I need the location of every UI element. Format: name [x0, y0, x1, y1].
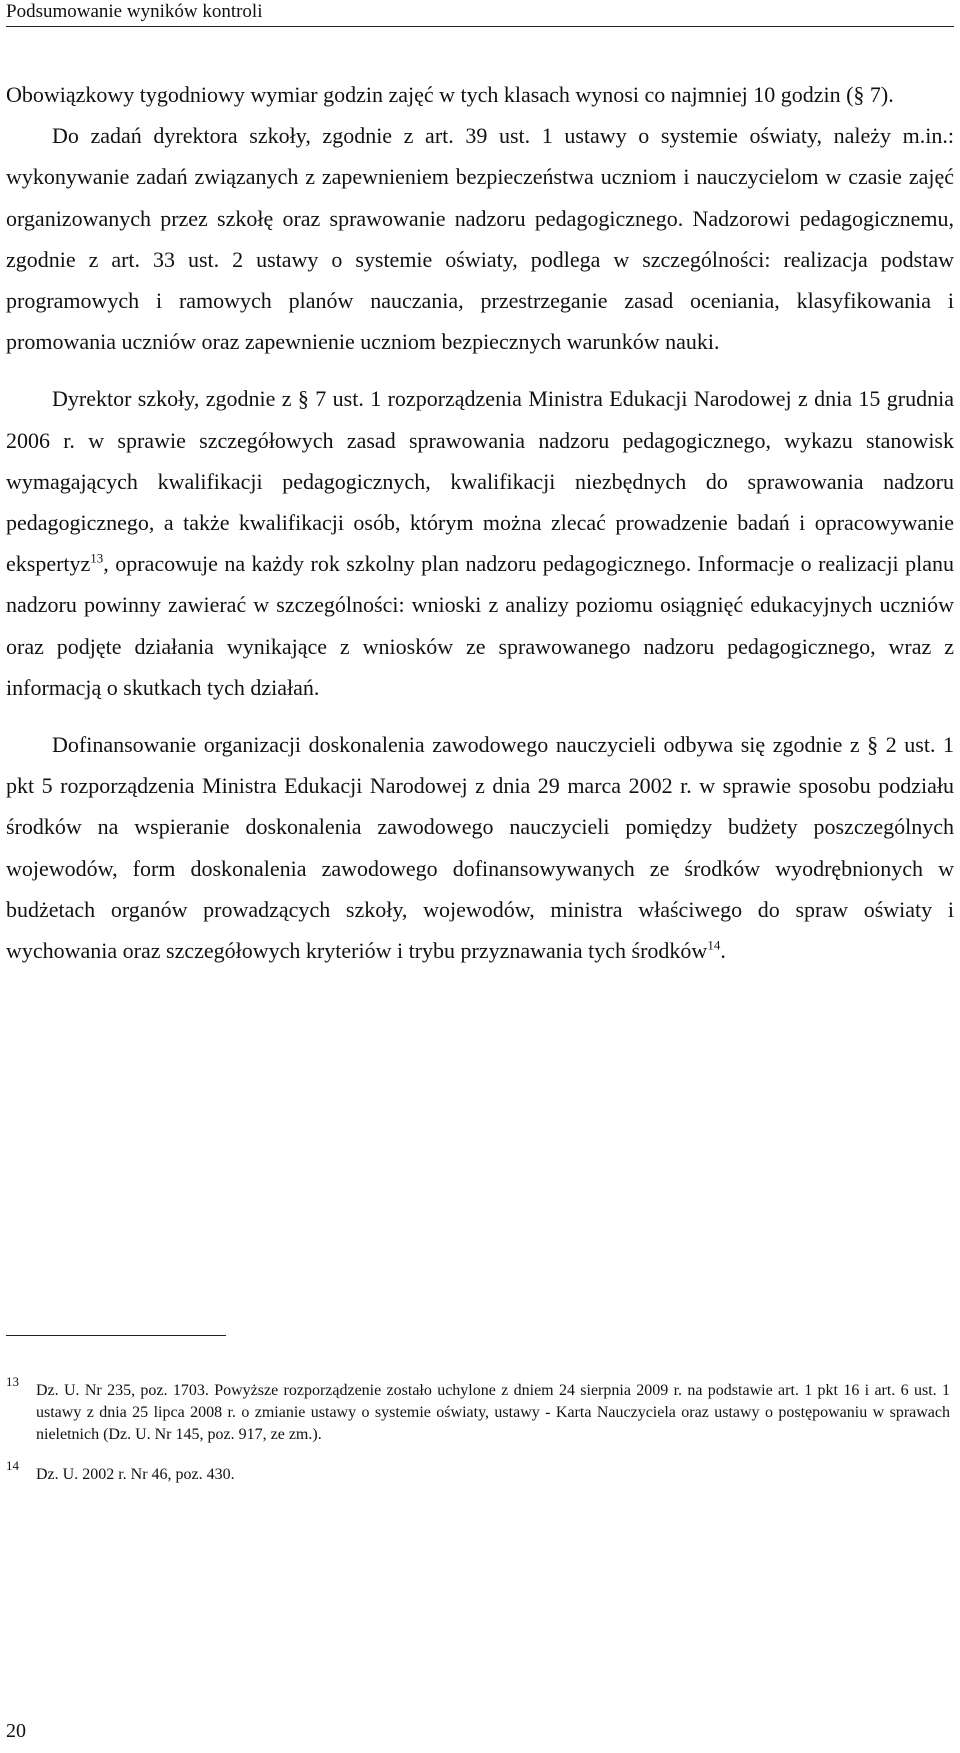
paragraph-funding-text-a: Dofinansowanie organizacji doskonalenia zawodowego nauczycieli odbywa się zgodnie z § 2 ust. 1 pkt 5 rozporządzenia Ministra Edukacji Narodowej z dnia 29 marca 2002 r. w sprawie sposobu podziału środków na wspieranie doskonalenia zawodowego nauczycieli pomiędzy budżety poszczególnych wojewodów, form doskonalenia zawodowego dofinansowywanych ze środków wyodrębnionych w budżetach organów prowadzących szkoły, wojewodów, ministra właściwego do spraw oświaty i wychowania oraz szczegółowych kryteriów i trybu przyznawania tych środków [6, 732, 954, 964]
footnote-text: Dz. U. 2002 r. Nr 46, poz. 430. [36, 1466, 235, 1483]
footnote-ref-14[interactable]: 14 [707, 937, 721, 953]
paragraph-supervision-plan [6, 378, 954, 708]
footnote-separator [6, 1335, 226, 1336]
footnote-number: 14 [6, 1458, 19, 1473]
page-number: 20 [6, 1720, 26, 1742]
footnotes [6, 1374, 950, 1504]
footnote-14 [6, 1458, 950, 1486]
footnote-number: 13 [6, 1374, 19, 1389]
paragraph-funding [6, 724, 954, 971]
paragraph-funding-text-b: . [720, 938, 726, 964]
footnote-13 [6, 1374, 950, 1446]
main-text [6, 74, 954, 971]
paragraph-supervision-plan-text-a: Dyrektor szkoły, zgodnie z § 7 ust. 1 rozporządzenia Ministra Edukacji Narodowej z dnia 15 grudnia 2006 r. w sprawie szczegółowych zasad sprawowania nadzoru pedagogicznego, wykazu stanowisk wymagających kwalifikacji pedagogicznych, kwalifikacji niezbędnych do sprawowania nadzoru pedagogicznego, a także kwalifikacji osób, którym można zlecać prowadzenie badań i opracowywanie ekspertyz [6, 386, 954, 577]
footnote-text: Dz. U. Nr 235, poz. 1703. Powyższe rozporządzenie zostało uchylone z dniem 24 sierpnia 2009 r. na podstawie art. 1 pkt 16 i art. 6 ust. 1 ustawy z dnia 25 lipca 2008 r. o zmianie ustawy o systemie oświaty, ustawy - Karta Nauczyciela oraz ustawy o postępowaniu w sprawach nieletnich (Dz. U. Nr 145, poz. 917, ze zm.). [36, 1382, 950, 1443]
paragraph-supervision-plan-text-b: , opracowuje na każdy rok szkolny plan nadzoru pedagogicznego. Informacje o realizacji planu nadzoru powinny zawierać w szczególności: wnioski z analizy poziomu osiągnięć edukacyjnych uczniów oraz podjęte działania wynikające z wniosków ze sprawowanego nadzoru pedagogicznego, wraz z informacją o skutkach tych działań. [6, 551, 954, 700]
header-title: Podsumowanie wyników kontroli [6, 1, 263, 22]
footnote-ref-13[interactable]: 13 [90, 550, 104, 566]
running-header [6, 0, 954, 27]
paragraph-weekly-hours: Obowiązkowy tygodniowy wymiar godzin zajęć w tych klasach wynosi co najmniej 10 godzin (§ 7). [6, 82, 894, 107]
paragraph-director-duties: Do zadań dyrektora szkoły, zgodnie z art. 39 ust. 1 ustawy o systemie oświaty, należy m.in.: wykonywanie zadań związanych z zapewnieniem bezpieczeństwa uczniom i nauczycielom w czasie zajęć organizowanych przez szkołę oraz sprawowanie nadzoru pedagogicznego. Nadzorowi pedagogicznemu, zgodnie z art. 33 ust. 2 ustawy o systemie oświaty, podlega w szczególności: realizacja podstaw programowych i ramowych planów nauczania, przestrzeganie zasad oceniania, klasyfikowania i promowania uczniów oraz zapewnienie uczniom bezpiecznych warunków nauki. [6, 123, 954, 355]
